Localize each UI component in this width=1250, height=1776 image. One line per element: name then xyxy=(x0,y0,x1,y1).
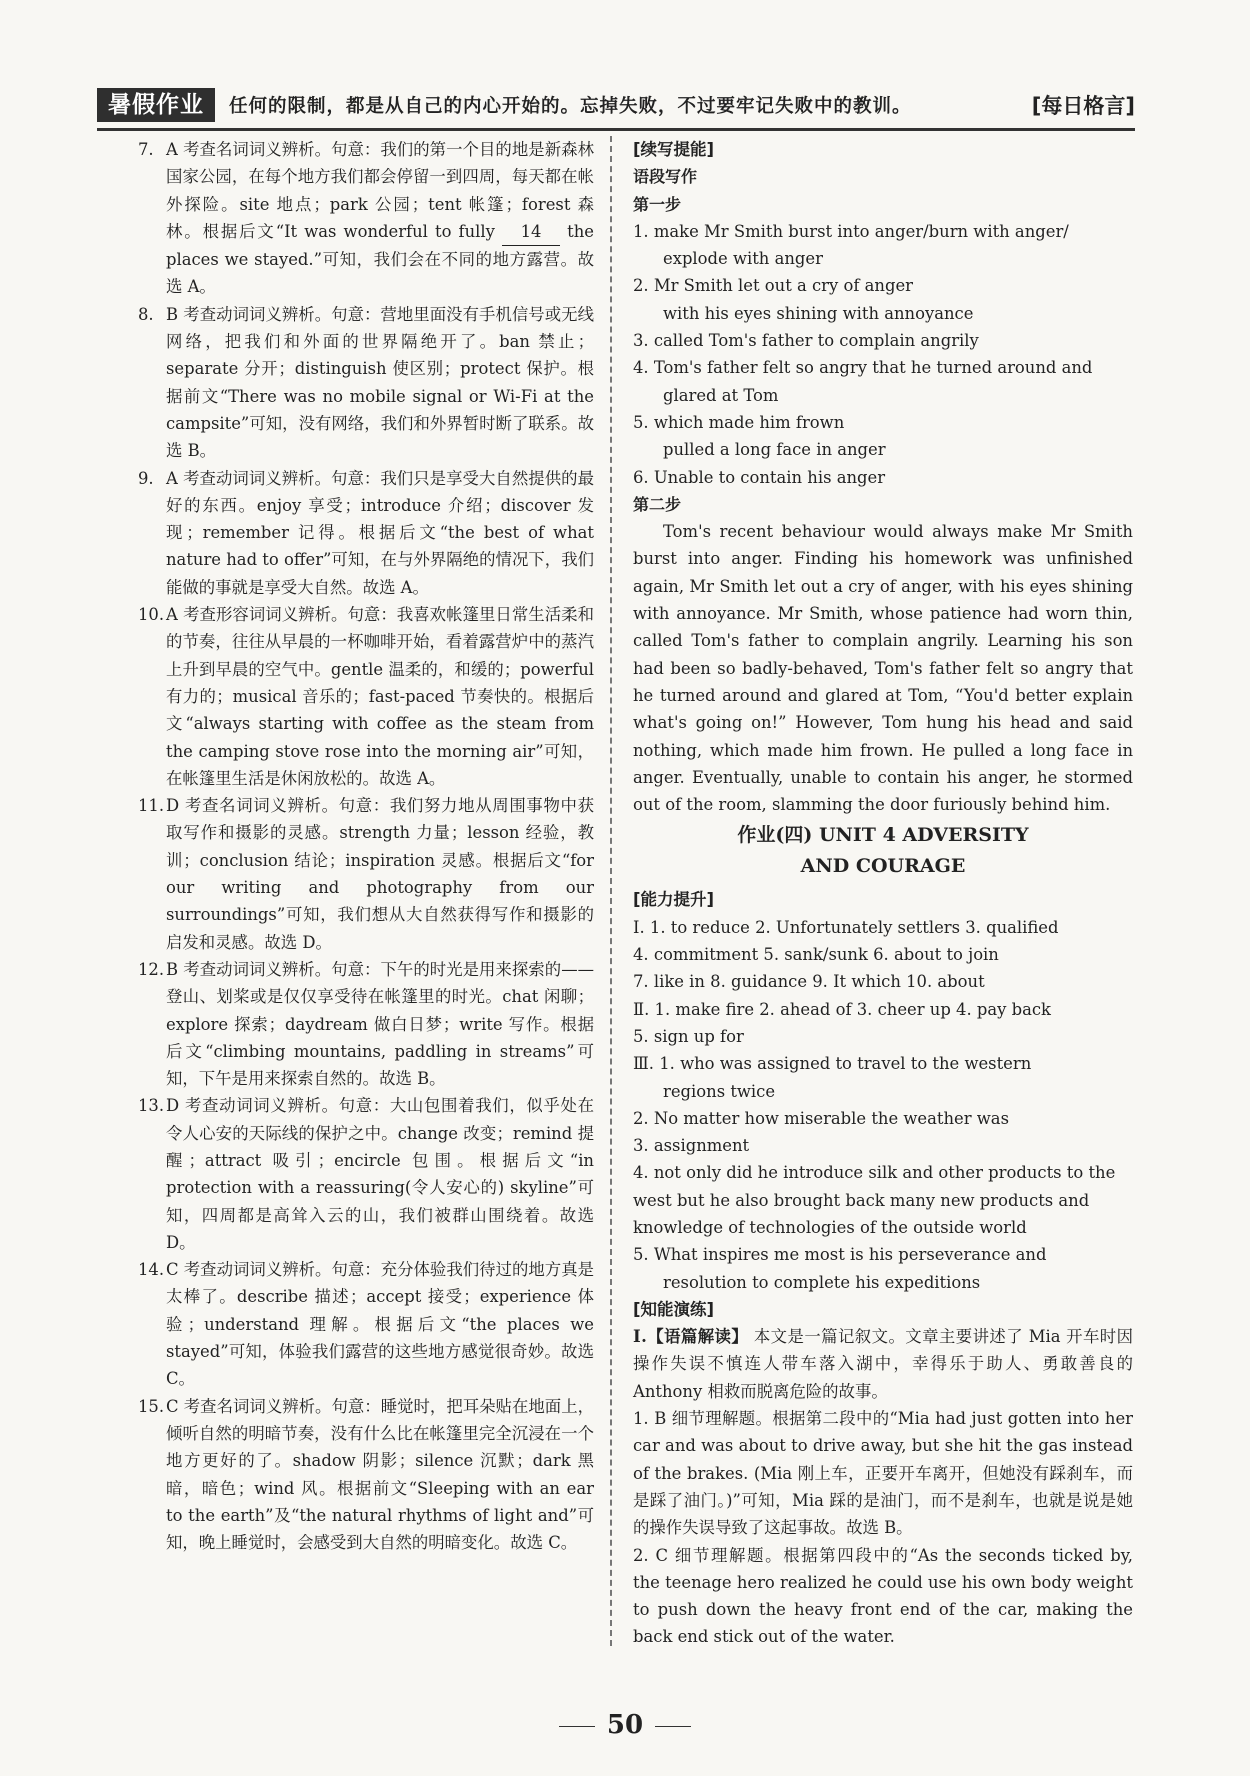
header-rule xyxy=(97,128,1135,131)
answer-item: 11. D 考查名词词义辨析。句意：我们努力地从周围事物中获取写作和摄影的灵感。strength 力量；lesson 经验，教训；conclusion 结论；inspiration 灵感。根据后文“for our writing and photography from our surroundings”可知，我们想从大自然获得写作和摄影的启发和灵感。故选 D。 xyxy=(138,796,594,952)
model-paragraph: Tom's recent behaviour would always make Mr Smith burst into anger. Finding his homework was unfinished again, Mr Smith let out a cry of anger, with his eyes shining with annoyance. Mr Smith, whose patience had worn thin, called Tom's father to complain angrily. Learning his son had been so badly-behaved, Tom's father felt so angry that he turned around and glared at Tom, “You'd better explain what's going on!” However, Tom hung his head and said nothing, which made him frown. He pulled a long face in anger. Eventually, unable to contain his anger, he stormed out of the room, slamming the door furiously behind him. xyxy=(633,522,1133,815)
answer-item: 15. C 考查名词词义辨析。句意：睡觉时，把耳朵贴在地面上，倾听自然的明暗节奏，没有什么比在帐篷里完全沉浸在一个地方更好的了。shadow 阴影；silence 沉默；dark 黑暗，暗色；wind 风。根据前文“Sleeping with an ear to the earth”及“the natural rhythms of light and”可知，晚上睡觉时，会感受到大自然的明暗变化。故选 C。 xyxy=(138,1396,594,1553)
list-item: 6. Unable to contain his anger xyxy=(633,467,886,487)
list-item: 5. What inspires me most is his perseverance and xyxy=(633,1245,1047,1265)
header-badge: 暑假作业 xyxy=(97,88,215,122)
left-column xyxy=(136,136,594,1556)
list-item-cont: knowledge of technologies of the outside world xyxy=(633,1217,1027,1237)
list-item: 1. make Mr Smith burst into anger/burn with anger/ xyxy=(633,221,1069,241)
answer-item: 9. A 考查动词词义辨析。句意：我们只是享受大自然提供的最好的东西。enjoy 享受；introduce 介绍；discover 发现；remember 记得。根据后文“the best of what nature had to offer”可知，在与外界隔绝的情况下，我们能做的事就是享受大自然。故选 A。 xyxy=(138,468,594,597)
list-item-cont: explode with anger xyxy=(663,249,823,269)
section-heading: [知能演练] xyxy=(633,1299,715,1319)
step1-list xyxy=(633,218,1133,491)
page-number: 50 xyxy=(606,1710,644,1740)
list-item-cont: glared at Tom xyxy=(663,385,779,405)
step-heading: 第一步 xyxy=(633,194,682,214)
answer-line: 7. like in 8. guidance 9. It which 10. about xyxy=(633,972,985,992)
section-heading: [能力提升] xyxy=(633,890,715,910)
answer-item: 12. B 考查动词词义辨析。句意：下午的时光是用来探索的——登山、划桨或是仅仅享受待在帐篷里的时光。chat 闲聊；explore 探索；daydream 做白日梦；write 写作。根据后文“climbing mountains, paddling in streams”可知，下午是用来探索自然的。故选 B。 xyxy=(138,959,594,1089)
list-item-cont: with his eyes shining with annoyance xyxy=(663,303,974,323)
list-item-cont: regions twice xyxy=(663,1081,776,1101)
daily-motto-tag: [每日格言] xyxy=(1031,94,1135,118)
footer-dash xyxy=(559,1726,595,1727)
list-item: 2. Mr Smith let out a cry of anger xyxy=(633,276,913,296)
list-item: Ⅲ. 1. who was assigned to travel to the western xyxy=(633,1054,1032,1074)
answer-item: 8. B 考查动词词义辨析。句意：营地里面没有手机信号或无线网络，把我们和外面的世界隔绝开了。ban 禁止；separate 分开；distinguish 使区别；protect 保护。根据前文“There was no mobile signal or Wi-Fi at the campsite”可知，没有网络，我们和外界暂时断了联系。故选 B。 xyxy=(138,304,594,461)
answer-item: 7. A 考查名词词义辨析。句意：我们的第一个目的地是新森林国家公园，在每个地方我们都会停留一到四周，每天都在帐外探险。site 地点；park 公园；tent 帐篷；forest 森林。根据后文“It was wonderful to fully 14 the places we stayed.”可知，我们会在不同的地方露营。故选 A。 xyxy=(138,140,594,297)
answer-line: 4. commitment 5. sank/sunk 6. about to join xyxy=(633,945,999,965)
answer-explanation: 1. B 细节理解题。根据第二段中的“Mia had just gotten into her car and was about to drive away, but she hit the gas instead of the brakes. (Mia 刚上车，正要开车离开，但她没有踩刹车，而是踩了油门。)”可知，Mia 踩的是油门，而不是刹车，也就是说是她的操作失误导致了这起事故。故选 B。 xyxy=(633,1409,1133,1538)
list-item: 3. assignment xyxy=(633,1136,750,1156)
section-heading: [续写提能] xyxy=(633,140,715,159)
unit-title: 作业(四) UNIT 4 ADVERSITY AND COURAGE xyxy=(737,824,1029,878)
daily-motto: 任何的限制，都是从自己的内心开始的。忘掉失败，不过要牢记失败中的教训。 xyxy=(229,96,912,117)
answer-line: Ⅰ. 1. to reduce 2. Unfortunately settlers 3. qualified xyxy=(633,917,1059,937)
answer-item: 10. A 考查形容词词义辨析。句意：我喜欢帐篷里日常生活柔和的节奏，往往从早晨的一杯咖啡开始，看着露营炉中的蒸汽上升到早晨的空气中。gentle 温柔的，和缓的；powerful 有力的；musical 音乐的；fast-paced 节奏快的。根据后文“always starting with coffee as the steam from the camping stove rose into the morning air”可知，在帐篷里生活是休闲放松的。故选 A。 xyxy=(138,605,594,788)
list-item: 3. called Tom's father to complain angrily xyxy=(633,331,979,351)
answer-item: 13. D 考查动词词义辨析。句意：大山包围着我们，似乎处在令人心安的天际线的保护之中。change 改变；remind 提醒；attract 吸引；encircle 包围。根据后文“in protection with a reassuring(令人安心的) skyline”可知，四周都是高耸入云的山，我们被群山围绕着。故选 D。 xyxy=(138,1096,594,1252)
page-header xyxy=(97,86,1135,126)
list-item-cont: pulled a long face in anger xyxy=(663,440,886,460)
nengli-answers xyxy=(633,914,1133,1050)
list-item: 4. Tom's father felt so angry that he turned around and xyxy=(633,358,1093,378)
answer-item: 14. C 考查动词词义辨析。句意：充分体验我们待过的地方真是太棒了。describe 描述；accept 接受；experience 体验；understand 理解。根据后文“the places we stayed”可知，体验我们露营的这些地方感觉很奇妙。故选 C。 xyxy=(138,1260,594,1389)
page-footer xyxy=(0,1710,1250,1740)
list-item-cont: resolution to complete his expeditions xyxy=(663,1272,981,1292)
iii-answers xyxy=(633,1050,1133,1296)
passage-summary: Ⅰ.【语篇解读】 本文是一篇记叙文。文章主要讲述了 Mia 开车时因操作失误不慎连人带车落入湖中，幸得乐于助人、勇敢善良的 Anthony 相救而脱离危险的故事。 xyxy=(633,1327,1134,1401)
step-heading: 第二步 xyxy=(633,494,682,514)
answer-line: Ⅱ. 1. make fire 2. ahead of 3. cheer up 4. pay back xyxy=(633,999,1051,1019)
blank-number: 14 xyxy=(502,218,560,246)
answer-explanation: 2. C 细节理解题。根据第四段中的“As the seconds ticked by, the teenage hero realized he could use his own body weight to push down the heavy front end of the car, making the back end stick out of the water. xyxy=(633,1545,1133,1647)
subsection-heading: 语段写作 xyxy=(633,167,698,187)
right-column xyxy=(633,136,1133,1651)
list-item-cont: west but he also brought back many new products and xyxy=(633,1190,1090,1210)
answer-line: 5. sign up for xyxy=(633,1026,744,1046)
list-item: 4. not only did he introduce silk and other products to the xyxy=(633,1163,1116,1183)
list-item: 5. which made him frown xyxy=(633,412,845,432)
footer-dash xyxy=(655,1726,691,1727)
list-item: 2. No matter how miserable the weather was xyxy=(633,1108,1009,1128)
column-divider xyxy=(610,136,612,1646)
